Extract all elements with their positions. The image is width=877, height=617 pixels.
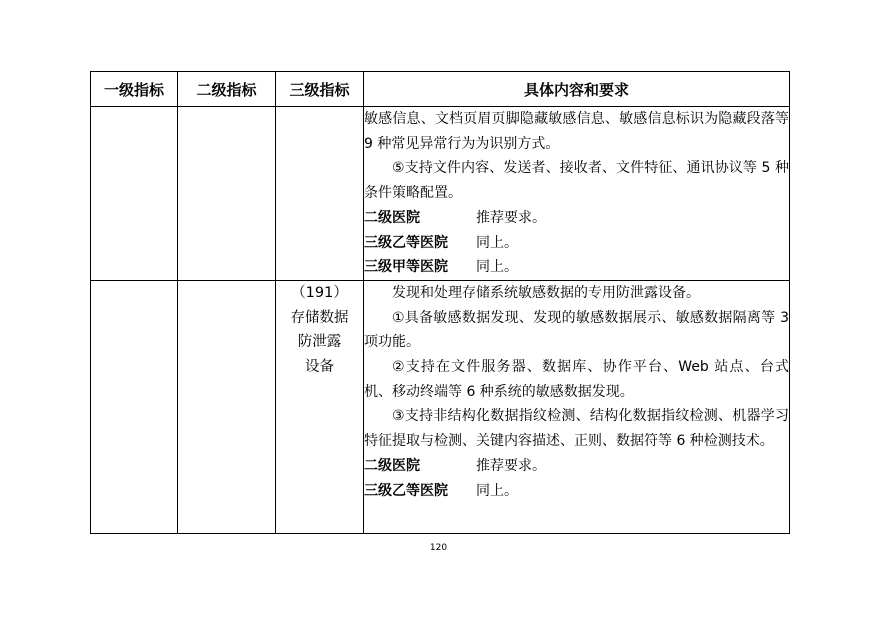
- indicator-name-line: 设备: [305, 359, 334, 376]
- level-requirement-text: 推荐要求。: [476, 457, 546, 474]
- level-requirement-text: 推荐要求。: [476, 209, 546, 226]
- level3-cell: [276, 280, 364, 533]
- content-paragraph: ②支持在文件服务器、数据库、协作平台、Web 站点、台式机、移动终端等 6 种系统的敏感数据发现。: [364, 359, 789, 400]
- header-level2: 二级指标: [178, 72, 276, 107]
- content-paragraph: ⑤支持文件内容、发送者、接收者、文件特征、通讯协议等 5 种条件策略配置。: [364, 160, 789, 202]
- page-number: 120: [429, 543, 448, 553]
- header-row: [91, 72, 790, 107]
- table-row: [91, 107, 790, 281]
- content-cell: [364, 107, 790, 281]
- indicator-name-line: 防泄露: [297, 334, 342, 351]
- hospital-level: 三级甲等医院: [364, 259, 448, 276]
- level-requirement: [364, 479, 789, 504]
- content-paragraph: ①具备敏感数据发现、发现的敏感数据展示、敏感数据隔离等 3 项功能。: [364, 309, 789, 351]
- level-requirement: [364, 255, 789, 280]
- level-requirement-text: 同上。: [476, 482, 518, 499]
- level1-cell: [91, 107, 178, 281]
- level2-cell: [178, 107, 276, 281]
- requirements-table: [90, 71, 790, 534]
- level2-cell: [178, 280, 276, 533]
- hospital-level: 二级医院: [364, 457, 420, 474]
- table-row: [91, 280, 790, 533]
- content-paragraph: 敏感信息、文档页眉页脚隐藏敏感信息、敏感信息标识为隐藏段落等 9 种常见异常行为为识别方式。: [364, 111, 789, 152]
- level-requirement: [364, 454, 789, 479]
- content-cell: [364, 280, 790, 533]
- hospital-level: 三级乙等医院: [364, 482, 448, 499]
- hospital-level: 二级医院: [364, 209, 420, 226]
- header-level3: 三级指标: [276, 72, 364, 107]
- level-requirement: [364, 206, 789, 231]
- hospital-level: 三级乙等医院: [364, 234, 448, 251]
- header-content: 具体内容和要求: [364, 72, 790, 107]
- indicator-name-line: 存储数据: [290, 309, 349, 326]
- level1-cell: [91, 280, 178, 533]
- content-paragraph: ③支持非结构化数据指纹检测、结构化数据指纹检测、机器学习特征提取与检测、关键内容描述、正则、数据符等 6 种检测技术。: [364, 408, 789, 450]
- level3-cell: [276, 107, 364, 281]
- indicator-number: （191）: [291, 284, 348, 301]
- level-requirement-text: 同上。: [476, 234, 518, 251]
- level-requirement: [364, 231, 789, 256]
- level-requirement-text: 同上。: [476, 259, 518, 276]
- content-paragraph: 发现和处理存储系统敏感数据的专用防泄露设备。: [392, 284, 700, 301]
- header-level1: 一级指标: [91, 72, 178, 107]
